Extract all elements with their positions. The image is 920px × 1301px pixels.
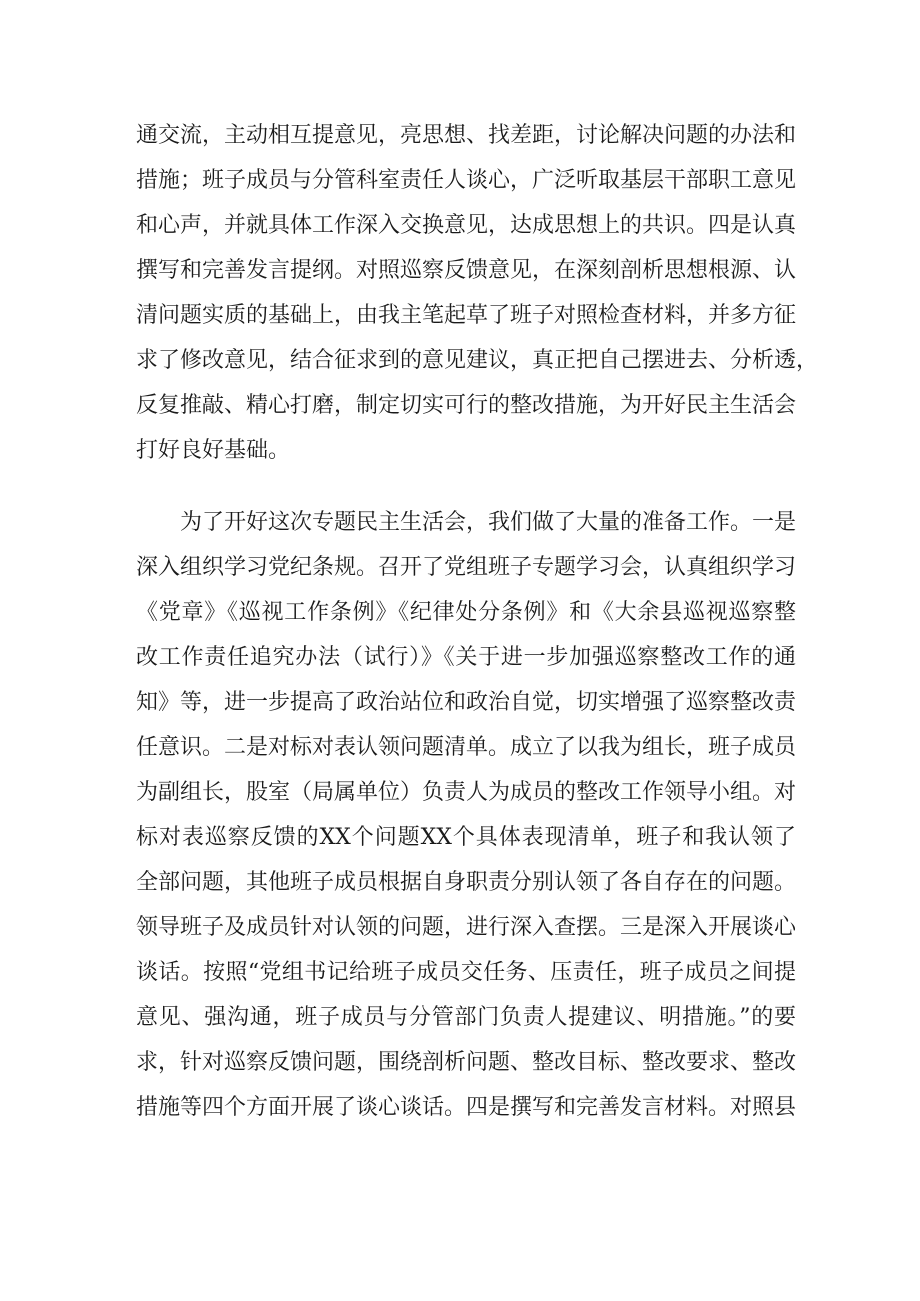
paragraph-1-line-8: 打好良好基础。 xyxy=(136,438,291,463)
paragraph-2-line-4: 改工作责任追究办法（试行）》《关于进一步加强巡察整改工作的通 xyxy=(136,645,796,670)
paragraph-1-line-2: 措施；班子成员与分管科室责任人谈心，广泛听取基层干部职工意见 xyxy=(136,168,797,193)
paragraph-1-line-3: 和心声，并就具体工作深入交换意见，达成思想上的共识。四是认真 xyxy=(136,213,797,238)
paragraph-2-line-12: 意见、强沟通，班子成员与分管部门负责人提建议、明措施。”的要 xyxy=(136,1005,796,1030)
paragraph-2-line-10: 领导班子及成员针对认领的问题，进行深入查摆。三是深入开展谈心 xyxy=(136,915,797,940)
paragraph-2-line-3: 《党章》《巡视工作条例》《纪律处分条例》和《大余县巡视巡察整 xyxy=(136,600,796,625)
paragraph-2-line-6: 任意识。二是对标对表认领问题清单。成立了以我为组长，班子成员 xyxy=(136,735,797,760)
paragraph-2-line-1: 为了开好这次专题民主生活会，我们做了大量的准备工作。一是 xyxy=(180,510,797,535)
paragraph-2-line-5: 知》等，进一步提高了政治站位和政治自觉，切实增强了巡察整改责 xyxy=(136,690,797,715)
paragraph-1-line-5: 清问题实质的基础上，由我主笔起草了班子对照检查材料，并多方征 xyxy=(136,303,797,328)
paragraph-2-line-11: 谈话。按照“党组书记给班子成员交任务、压责任，班子成员之间提 xyxy=(136,960,796,985)
paragraph-2-line-14: 措施等四个方面开展了谈心谈话。四是撰写和完善发言材料。对照县 xyxy=(136,1095,797,1120)
paragraph-2-line-13: 求，针对巡察反馈问题，围绕剖析问题、整改目标、整改要求、整改 xyxy=(136,1050,797,1075)
paragraph-1-line-6: 求了修改意见，结合征求到的意见建议，真正把自己摆进去、分析透， xyxy=(136,348,819,373)
paragraph-1-line-1: 通交流，主动相互提意见，亮思想、找差距，讨论解决问题的办法和 xyxy=(136,123,797,148)
paragraph-1-line-4: 撰写和完善发言提纲。对照巡察反馈意见，在深刻剖析思想根源、认 xyxy=(136,258,797,283)
paragraph-2-line-8: 标对表巡察反馈的XX个问题XX个具体表现清单，班子和我认领了 xyxy=(136,825,796,850)
paragraph-2-line-2: 深入组织学习党纪条规。召开了党组班子专题学习会，认真组织学习 xyxy=(136,555,797,580)
paragraph-2-line-7: 为副组长，股室（局属单位）负责人为成员的整改工作领导小组。对 xyxy=(136,780,797,805)
paragraph-2-line-9: 全部问题，其他班子成员根据自身职责分别认领了各自存在的问题。 xyxy=(136,870,797,895)
paragraph-1-line-7: 反复推敲、精心打磨，制定切实可行的整改措施，为开好民主生活会 xyxy=(136,393,797,418)
